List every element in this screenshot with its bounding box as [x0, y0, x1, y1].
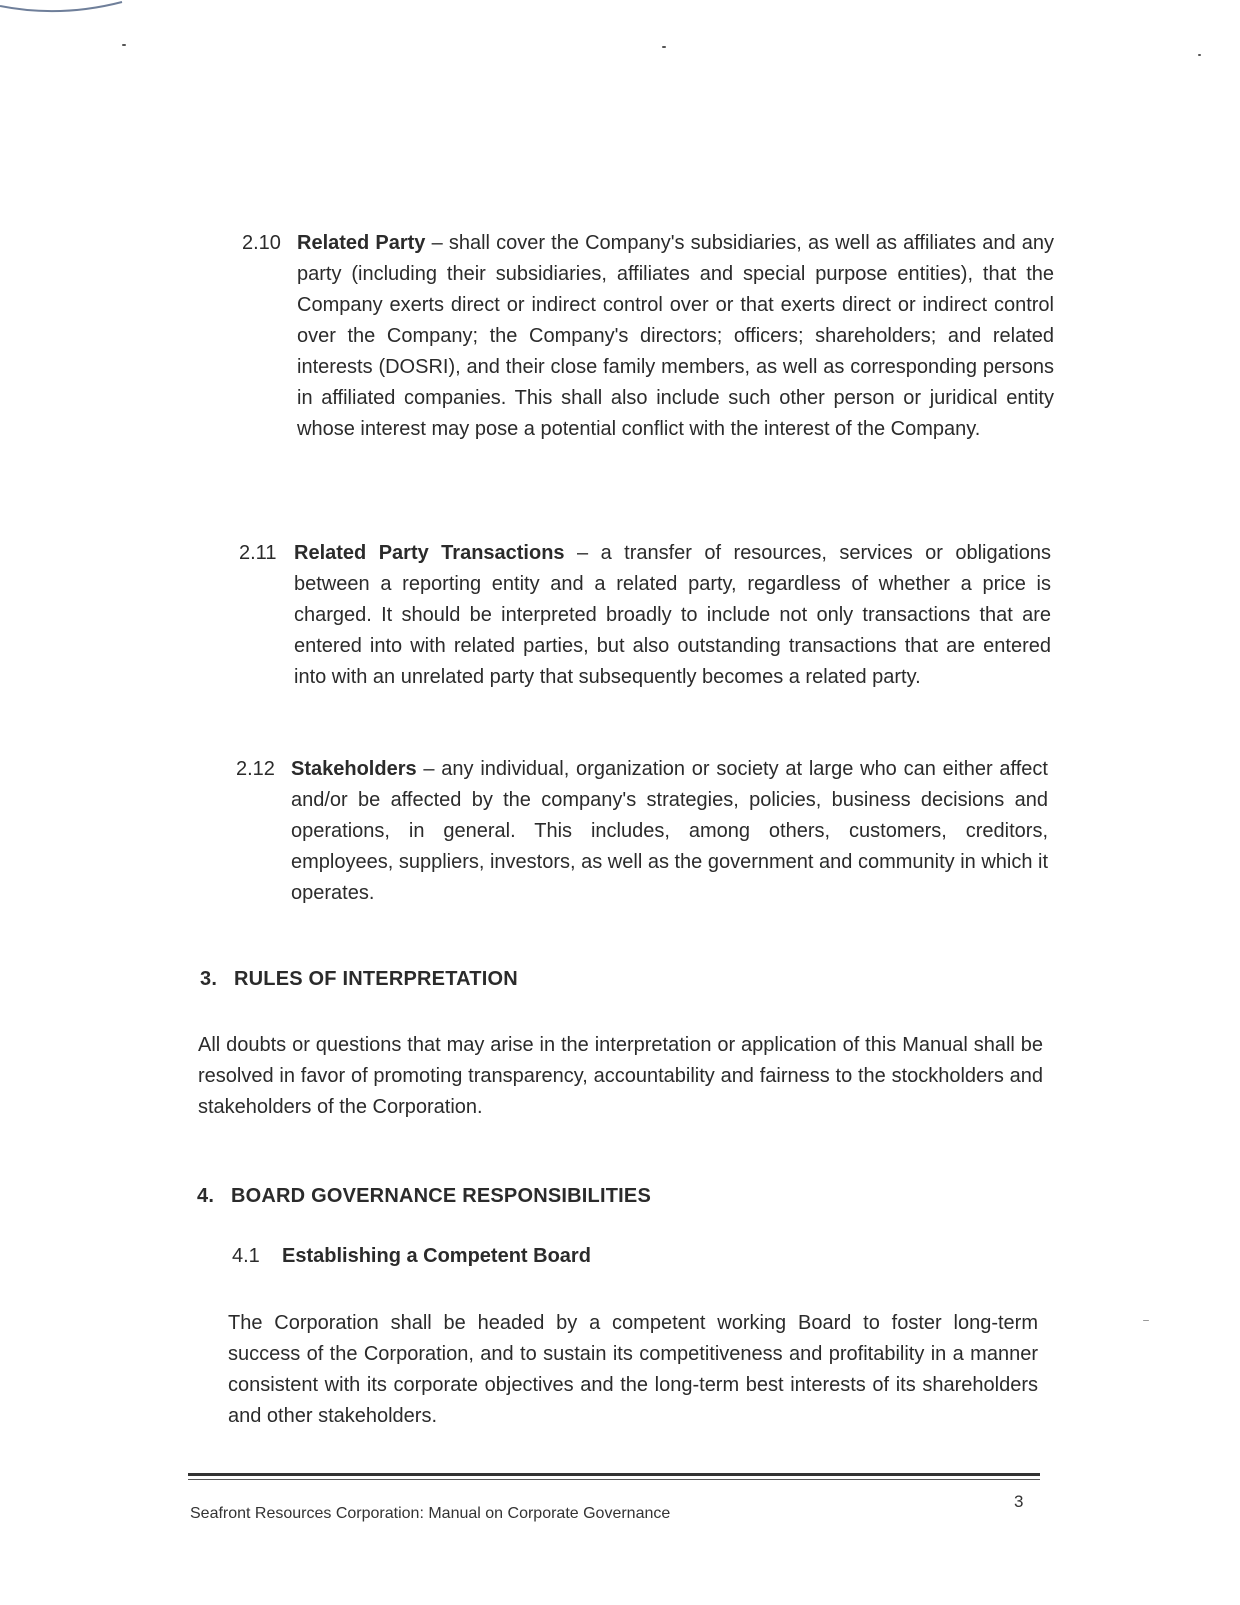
subsection-title: Establishing a Competent Board: [282, 1245, 591, 1267]
section-heading: [197, 1185, 651, 1208]
definition-body: [297, 228, 1054, 445]
definition-number: 2.12: [236, 758, 275, 780]
section-title: BOARD GOVERNANCE RESPONSIBILITIES: [231, 1185, 651, 1207]
page-number: 3: [1014, 1492, 1024, 1511]
section-number: 3.: [200, 968, 218, 990]
scan-speck: [662, 46, 666, 48]
definition-text: – shall cover the Company's subsidiaries, as well as affiliates and any party (including their subsidiaries, affiliates and special purpose entities), that the Company exerts direct or indirect control over or that exerts direct or indirect control over the Company; the Company's directors; officers; shareholders; and related interests (DOSRI), and their close family members, as well as corresponding persons in affiliated companies. This shall also include such other person or juridical entity whose interest may pose a potential conflict with the interest of the Company.: [297, 232, 1054, 440]
footer-rule: [188, 1473, 1040, 1476]
subsection-number: 4.1: [232, 1245, 260, 1267]
subsection-heading: [232, 1245, 591, 1268]
section-number: 4.: [197, 1185, 215, 1207]
scan-artifact-curve: [0, 0, 125, 16]
scan-speck: [1143, 1320, 1149, 1321]
definition-item: [242, 228, 1054, 445]
section-title: RULES OF INTERPRETATION: [234, 968, 518, 990]
definition-body: [294, 538, 1051, 693]
definition-item: [236, 754, 1048, 909]
section-paragraph: The Corporation shall be headed by a competent working Board to foster long-term success of the Corporation, and to sustain its competitiveness and profitability in a manner consistent with its corporate objectives and the long-term best interests of its shareholders and other stakeholders.: [228, 1312, 1038, 1427]
scan-speck: [1198, 54, 1201, 56]
definition-term: Related Party: [297, 232, 426, 254]
definition-item: [239, 538, 1051, 693]
definition-number: 2.10: [242, 232, 281, 254]
scan-speck: [122, 44, 126, 46]
section-paragraph: All doubts or questions that may arise in the interpretation or application of this Manual shall be resolved in favor of promoting transparency, accountability and fairness to the stockholders and stakeholders of the Corporation.: [198, 1034, 1043, 1118]
definition-number: 2.11: [239, 542, 277, 564]
definition-text: – any individual, organization or society at large who can either affect and/or be affected by the company's strategies, policies, business decisions and operations, in general. This includes, among others, customers, creditors, employees, suppliers, investors, as well as the government and community in which it operates.: [291, 758, 1049, 904]
footer-text: Seafront Resources Corporation: Manual on Corporate Governance: [190, 1505, 671, 1522]
definition-term: Related Party Transactions: [294, 542, 565, 564]
definition-text: – a transfer of resources, services or obligations between a reporting entity and a related party, regardless of whether a price is charged. It should be interpreted broadly to include not only transactions that are entered into with related parties, but also outstanding transactions that are entered into with an unrelated party that subsequently becomes a related party.: [294, 542, 1051, 688]
definition-term: Stakeholders: [291, 758, 417, 780]
definition-body: [291, 754, 1048, 909]
footer-rule: [188, 1479, 1040, 1480]
section-heading: [200, 968, 518, 991]
